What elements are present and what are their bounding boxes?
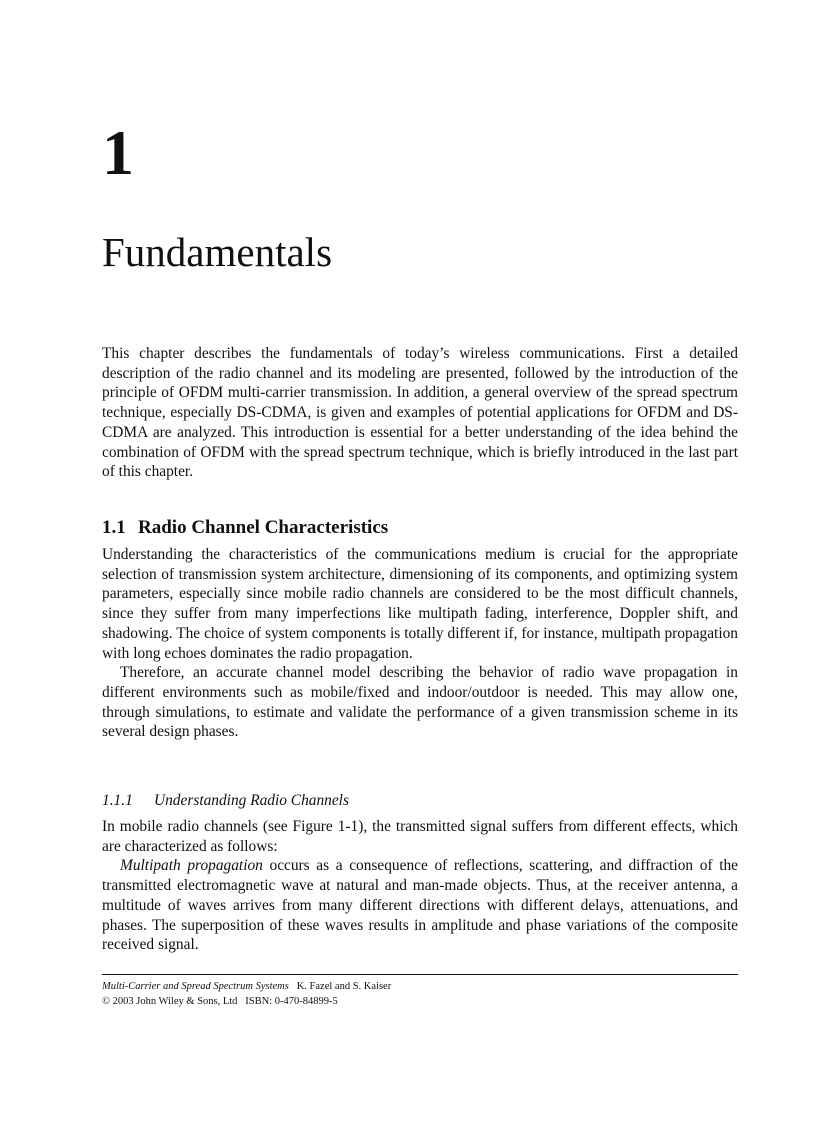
section-1-1-1-body bbox=[102, 817, 738, 955]
section-1-1-body bbox=[102, 545, 738, 742]
book-authors: K. Fazel and S. Kaiser bbox=[296, 981, 392, 992]
subsection-paragraph bbox=[102, 856, 738, 955]
footer-line-1 bbox=[102, 979, 391, 994]
section-paragraph: Understanding the characteristics of the communications medium is crucial for the appropriate selection of transmission system architecture, dimensioning of its components, and optimizing system parameters, especially since mobile radio channels are considered to be the most difficult channels, since they suffer from many imperfections like multipath fading, interference, Doppler shift, and shadowing. The choice of system components is totally different if, for instance, multipath propagation with long echoes dominates the radio propagation. bbox=[102, 546, 738, 662]
isbn: ISBN: 0-470-84899-5 bbox=[245, 996, 338, 1007]
term-multipath-propagation: Multipath propagation bbox=[120, 857, 263, 875]
subsection-paragraph: In mobile radio channels (see Figure 1-1), the transmitted signal suffers from different effects, which are characterized as follows: bbox=[102, 818, 738, 855]
section-number: 1.1 bbox=[102, 517, 126, 538]
paragraph-text: occurs as a consequence of reflections, scattering, and diffraction of the transmitted electromagnetic wave at natural and man-made objects. Thus, at the receiver antenna, a multitude of waves arrives from many different directions with different delays, attenuations, and phases. The superposition of these waves results in amplitude and phase variations of the composite received signal. bbox=[102, 857, 739, 954]
chapter-intro bbox=[102, 344, 738, 482]
subsection-heading-1-1-1 bbox=[102, 791, 349, 811]
section-title: Radio Channel Characteristics bbox=[138, 517, 389, 538]
subsection-title: Understanding Radio Channels bbox=[154, 792, 349, 809]
chapter-number: 1 bbox=[102, 117, 134, 188]
book-title: Multi-Carrier and Spread Spectrum Systems bbox=[102, 981, 289, 992]
footer-line-2 bbox=[102, 994, 391, 1009]
subsection-number: 1.1.1 bbox=[102, 792, 133, 809]
page-footer bbox=[102, 979, 391, 1009]
section-paragraph: Therefore, an accurate channel model describing the behavior of radio wave propagation in different environments such as mobile/fixed and indoor/outdoor is needed. This may allow one, through simulations, to estimate and validate the performance of a given transmission scheme in its several design phases. bbox=[102, 664, 738, 741]
chapter-title: Fundamentals bbox=[102, 229, 333, 275]
section-heading-1-1 bbox=[102, 515, 388, 541]
footer-divider bbox=[102, 974, 738, 975]
copyright-notice: © 2003 John Wiley & Sons, Ltd bbox=[102, 996, 238, 1007]
intro-paragraph: This chapter describes the fundamentals of today’s wireless communications. First a detailed description of the radio channel and its modeling are presented, followed by the introduction of the principle of OFDM multi-carrier transmission. In addition, a general overview of the spread spectrum technique, especially DS-CDMA, is given and examples of potential applications for OFDM and DS-CDMA are analyzed. This introduction is essential for a better understanding of the idea behind the combination of OFDM with the spread spectrum technique, which is briefly introduced in the last part of this chapter. bbox=[102, 345, 738, 481]
